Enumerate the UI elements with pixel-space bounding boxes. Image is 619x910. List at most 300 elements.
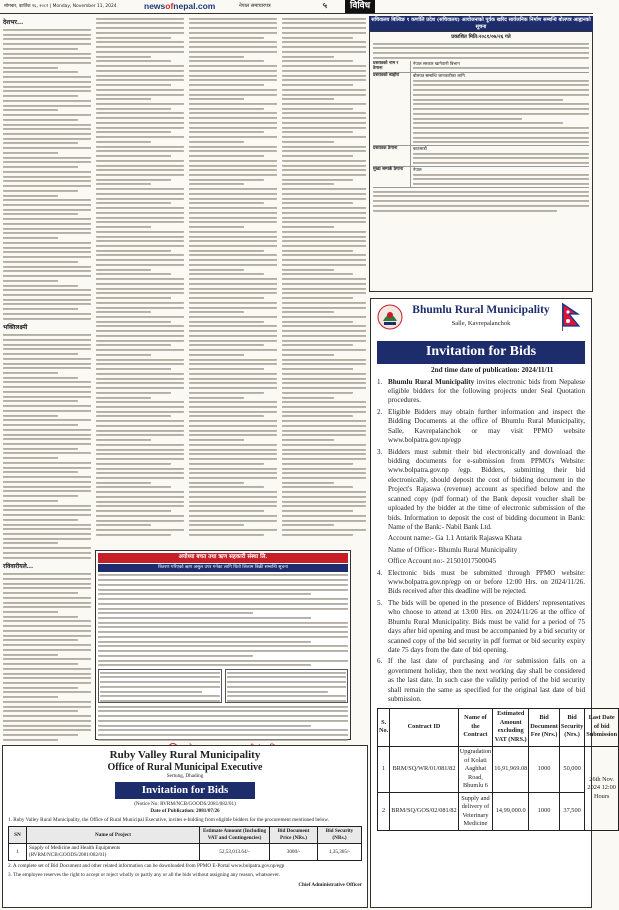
- text-line: [96, 358, 184, 361]
- text-line: [373, 42, 589, 45]
- text-line: [96, 339, 184, 342]
- text-line: [189, 97, 244, 100]
- text-line: [413, 182, 589, 185]
- text-line: [3, 227, 91, 230]
- text-line: [282, 386, 366, 389]
- ad-detail-tables: [98, 669, 348, 703]
- logo-part: nepal.com: [173, 0, 216, 11]
- text-line: [282, 363, 366, 366]
- text-line: [282, 282, 366, 285]
- text-line: [189, 424, 277, 427]
- item-number: [377, 546, 388, 555]
- text-line: [282, 505, 366, 508]
- text-line: [189, 192, 277, 195]
- text-line: [282, 17, 366, 20]
- text-line: [413, 178, 589, 181]
- location: Salle, Kavrepalanchok: [451, 319, 511, 327]
- text-line: [189, 249, 264, 252]
- text-line: [189, 135, 277, 138]
- text-line: [96, 533, 171, 536]
- text-line: [3, 132, 91, 135]
- text-line: [189, 486, 264, 489]
- text-line: [282, 36, 353, 39]
- text-line: [189, 311, 244, 314]
- item-text: Bhumlu Rural Municipality invites electronic bids from Nepalese eligible bidders for the following projects under Seal Quotation procedures.: [388, 377, 586, 405]
- text-line: [3, 643, 91, 646]
- text-line: [3, 236, 58, 239]
- text-line: [3, 456, 58, 459]
- text-line: [3, 170, 91, 173]
- text-line: [282, 277, 366, 280]
- text-line: [96, 472, 184, 475]
- text-line: [189, 79, 277, 82]
- text-line: [96, 419, 184, 422]
- text-line: [98, 597, 348, 600]
- text-line: [413, 98, 563, 101]
- text-line: [413, 93, 589, 96]
- text-line: [96, 206, 184, 209]
- text-line: [96, 79, 184, 82]
- text-line: [189, 225, 244, 228]
- text-line: [227, 685, 347, 688]
- text-line: [96, 221, 184, 224]
- text-line: [413, 173, 589, 176]
- text-line: [189, 145, 277, 148]
- text-line: [3, 362, 91, 365]
- text-line: [189, 240, 277, 243]
- text-line: [189, 462, 264, 465]
- site-logo[interactable]: [144, 1, 239, 12]
- text-line: [3, 695, 58, 698]
- text-line: [3, 52, 91, 55]
- text-line: [3, 203, 91, 206]
- col-header: Bid Security (Nrs.): [559, 708, 584, 746]
- text-line: [3, 71, 78, 74]
- text-line: [3, 385, 91, 388]
- text-line: [3, 348, 91, 351]
- text-line: [3, 184, 91, 187]
- text-line: [282, 353, 334, 356]
- table-row: [378, 793, 619, 831]
- item-number: 3.: [377, 447, 383, 456]
- text-line: [189, 258, 277, 261]
- text-line: [98, 574, 348, 577]
- text-line: [373, 46, 589, 49]
- notice-value: [411, 146, 589, 166]
- text-line: [3, 480, 91, 483]
- text-line: [96, 211, 184, 214]
- text-line: [3, 161, 91, 164]
- text-line: [3, 47, 78, 50]
- text-line: [3, 270, 91, 273]
- text-line: [3, 42, 91, 45]
- item-text: If the last date of purchasing and /or submission falls on a government holiday, then the next working day shall be considered as the last date. In such case the validity period of the bid security shall remain the same as specified for the original last date of bid submission.: [388, 657, 585, 704]
- bhumlu-header: [371, 299, 591, 339]
- text-line: [96, 154, 171, 157]
- text-line: [3, 653, 58, 656]
- text-line: [3, 28, 91, 31]
- text-line: [3, 265, 91, 268]
- text-line: [98, 710, 348, 713]
- text-line: [189, 339, 277, 342]
- text-line: [96, 377, 184, 380]
- text-line: [282, 135, 366, 138]
- text-line: [3, 367, 91, 370]
- text-line: [189, 55, 244, 58]
- text-line: [96, 97, 151, 100]
- ruby-valley-bid-notice: [2, 745, 368, 908]
- text-line: [413, 136, 589, 139]
- text-line: [282, 396, 334, 399]
- text-line: [413, 66, 589, 69]
- text-line: [189, 434, 277, 437]
- text-line: [96, 145, 184, 148]
- text-line: [189, 457, 277, 460]
- text-line: [282, 183, 334, 186]
- text-line: [189, 235, 277, 238]
- text-line: [189, 254, 277, 257]
- instruction-item: [377, 448, 585, 533]
- page-header: [0, 0, 593, 14]
- text-line: [189, 509, 264, 512]
- text-line: [96, 505, 184, 508]
- notice-value-text: काठमाडौं: [413, 146, 427, 152]
- column-heading: रविवारीयले...: [3, 563, 34, 571]
- notice-value: [411, 73, 589, 145]
- text-line: [3, 648, 91, 651]
- text-line: [282, 74, 366, 77]
- text-line: [96, 287, 184, 290]
- text-line: [98, 714, 348, 717]
- text-line: [189, 396, 244, 399]
- text-line: [96, 17, 184, 20]
- text-line: [189, 60, 264, 63]
- text-line: [282, 112, 366, 115]
- note-text: 3. The employee reserves the right to accept or reject wholly or partly any or all the bids without assigning any reason, whatsoever.: [8, 872, 281, 879]
- text-line: [98, 733, 348, 736]
- text-line: [282, 60, 353, 63]
- office-name: Office of Rural Municipal Executive: [107, 761, 263, 773]
- text-line: [282, 462, 353, 465]
- body-text: [282, 17, 366, 536]
- publication-date: 2nd time date of publication: 2024/11/11: [431, 365, 554, 374]
- text-line: [3, 624, 91, 627]
- text-line: [282, 258, 366, 261]
- text-line: [3, 634, 91, 637]
- contract-table: [377, 708, 619, 832]
- text-line: [189, 183, 244, 186]
- text-line: [189, 31, 277, 34]
- item-text: Account name:- Ga 1.1 Antarik Rajaswa Khata: [388, 534, 522, 543]
- text-line: [3, 423, 78, 426]
- text-line: [3, 395, 91, 398]
- text-line: [413, 131, 589, 134]
- text-line: [282, 315, 366, 318]
- text-line: [3, 180, 91, 183]
- text-line: [189, 45, 277, 48]
- text-line: [189, 22, 277, 25]
- text-line: [3, 504, 91, 507]
- tender-notice-box: [369, 31, 593, 292]
- item-number: 5.: [377, 598, 383, 607]
- text-line: [96, 325, 184, 328]
- text-line: [3, 61, 91, 64]
- text-line: [189, 467, 277, 470]
- item-number: [377, 557, 388, 566]
- text-line: [282, 22, 366, 25]
- text-line: [96, 159, 184, 162]
- logo-part: news: [144, 0, 166, 11]
- item-number: 4.: [377, 568, 383, 577]
- col-header: Estimate Amount (Including VAT and Contingencies): [200, 827, 270, 844]
- text-line: [96, 135, 184, 138]
- item-number: 6.: [377, 657, 383, 666]
- text-line: [3, 658, 91, 661]
- text-line: [189, 216, 277, 219]
- text-line: [3, 99, 91, 102]
- text-line: [282, 434, 366, 437]
- text-line: [282, 301, 366, 304]
- text-line: [3, 293, 91, 296]
- col-header: Contract ID: [390, 708, 458, 746]
- cell-security: 37,500: [559, 793, 584, 831]
- text-line: [3, 714, 91, 717]
- text-line: [3, 123, 91, 126]
- text-line: [282, 514, 366, 517]
- notice-row: [373, 73, 589, 146]
- table-row: [378, 746, 619, 793]
- text-line: [189, 221, 277, 224]
- text-line: [3, 232, 91, 235]
- cell-security: 50,000: [559, 746, 584, 793]
- text-line: [3, 137, 91, 140]
- text-line: [96, 282, 184, 285]
- text-line: [98, 588, 348, 591]
- text-line: [98, 630, 348, 633]
- col-header: Bid Document Fee (Nrs.): [529, 708, 560, 746]
- bhumlu-bid-notice: [370, 298, 618, 908]
- text-line: [282, 154, 353, 157]
- text-line: [282, 524, 334, 527]
- text-line: [3, 691, 91, 694]
- text-line: [189, 358, 277, 361]
- text-line: [189, 519, 277, 522]
- text-line: [98, 621, 348, 624]
- text-line: [3, 38, 91, 41]
- bid-instructions: [371, 378, 591, 705]
- text-line: [413, 152, 589, 155]
- text-line: [282, 495, 366, 498]
- text-line: [96, 131, 171, 134]
- text-line: [3, 307, 78, 310]
- text-line: [96, 457, 184, 460]
- text-line: [189, 150, 277, 153]
- text-line: [96, 443, 184, 446]
- text-line: [96, 415, 171, 418]
- text-line: [96, 429, 184, 432]
- col-header: Last Date of bid Submission: [585, 708, 619, 746]
- text-line: [98, 583, 348, 586]
- text-line: [96, 230, 184, 233]
- text-line: [3, 175, 91, 178]
- body-text: [3, 572, 91, 741]
- instruction-item: [377, 657, 585, 704]
- text-line: [3, 404, 91, 407]
- text-line: [96, 315, 184, 318]
- text-line: [282, 509, 353, 512]
- text-line: [3, 80, 91, 83]
- body-text: [96, 17, 184, 536]
- text-line: [189, 244, 277, 247]
- text-line: [3, 284, 78, 287]
- text-line: [189, 400, 277, 403]
- text-line: [189, 88, 277, 91]
- text-line: [282, 55, 334, 58]
- text-line: [96, 74, 184, 77]
- text-line: [100, 685, 220, 688]
- item-number: 2.: [377, 407, 383, 416]
- cell-contract-name: Upgradation of Kolati Aaghhat Road, Bhumlu 6: [458, 746, 492, 793]
- instruction-item: [377, 408, 585, 446]
- nepal-flag-icon: [561, 303, 581, 331]
- text-line: [96, 410, 184, 413]
- text-line: [282, 339, 366, 342]
- text-line: [227, 676, 347, 679]
- text-line: [282, 490, 366, 493]
- text-line: [3, 246, 91, 249]
- text-line: [98, 705, 348, 708]
- body-text: [373, 190, 589, 212]
- text-line: [96, 225, 151, 228]
- text-line: [189, 306, 277, 309]
- text-line: [282, 419, 366, 422]
- text-line: [282, 249, 353, 252]
- text-line: [282, 377, 366, 380]
- text-line: [189, 419, 277, 422]
- text-line: [98, 578, 348, 581]
- text-line: [98, 626, 348, 629]
- instruction-item: [377, 569, 585, 597]
- text-line: [189, 140, 244, 143]
- cell-last-date: 26th Nov. 2024 12:00 Hours: [585, 746, 619, 831]
- text-column-1: [3, 17, 91, 742]
- text-line: [96, 528, 184, 531]
- text-line: [98, 724, 311, 727]
- text-column-2: [96, 17, 184, 547]
- instruction-item: [377, 534, 585, 543]
- text-line: [3, 518, 78, 521]
- text-column-4: [282, 17, 366, 547]
- notice-value-text: नेपाल: [413, 167, 422, 173]
- text-line: [96, 150, 184, 153]
- text-line: [3, 466, 91, 469]
- cell-sn: 1: [9, 844, 27, 861]
- text-line: [3, 66, 58, 69]
- text-line: [282, 467, 366, 470]
- text-line: [3, 596, 91, 599]
- notice-date: प्रकाशित मिति:२०८१/०७/२६ गते: [451, 34, 511, 40]
- text-line: [96, 192, 184, 195]
- text-line: [189, 197, 277, 200]
- cell-fee: 1000: [529, 793, 560, 831]
- text-line: [96, 83, 171, 86]
- text-column-3: [189, 17, 277, 547]
- text-line: [282, 311, 334, 314]
- text-line: [96, 273, 171, 276]
- text-line: [3, 199, 91, 202]
- cell-project: Supply of Medicine and Health Equipments (RVRM/NCB/GOODS/2081/082/01): [27, 844, 200, 861]
- col-header: Bid Security (NRs.): [318, 827, 362, 844]
- text-line: [413, 161, 589, 164]
- text-line: [189, 500, 277, 503]
- text-line: [96, 509, 171, 512]
- text-line: [3, 208, 91, 211]
- text-line: [3, 371, 58, 374]
- text-line: [282, 126, 366, 129]
- text-line: [189, 453, 277, 456]
- text-line: [282, 150, 366, 153]
- text-line: [373, 204, 589, 207]
- text-line: [96, 187, 184, 190]
- text-line: [282, 472, 366, 475]
- text-line: [282, 292, 366, 295]
- text-line: [3, 312, 91, 315]
- text-line: [189, 164, 277, 167]
- text-line: [189, 282, 277, 285]
- text-line: [96, 334, 184, 337]
- text-line: [96, 36, 171, 39]
- text-line: [96, 405, 184, 408]
- text-line: [96, 178, 171, 181]
- text-line: [96, 524, 151, 527]
- col-header: Name of the Contract: [458, 708, 492, 746]
- text-line: [282, 187, 366, 190]
- text-line: [96, 126, 184, 129]
- text-line: [282, 405, 366, 408]
- text-line: [3, 672, 91, 675]
- text-line: [96, 169, 184, 172]
- text-line: [282, 107, 353, 110]
- text-line: [282, 448, 366, 451]
- text-line: [96, 438, 151, 441]
- instruction-item: [377, 546, 585, 555]
- text-line: [3, 686, 78, 689]
- text-line: [3, 213, 78, 216]
- text-line: [282, 202, 353, 205]
- text-line: [3, 710, 78, 713]
- text-line: [282, 164, 366, 167]
- cell-sn: 1: [378, 746, 390, 793]
- text-line: [189, 273, 264, 276]
- text-line: [96, 164, 184, 167]
- text-line: [3, 620, 91, 623]
- text-line: [96, 93, 184, 96]
- cell-doc-price: 3000/-: [270, 844, 318, 861]
- text-line: [189, 93, 277, 96]
- text-line: [3, 546, 91, 549]
- text-line: [96, 60, 171, 63]
- logo-part: of: [165, 0, 174, 11]
- text-line: [96, 140, 151, 143]
- publication-date: Date of Publication: 2081/07/26: [150, 808, 220, 815]
- text-line: [96, 453, 184, 456]
- text-line: [3, 667, 91, 670]
- municipality-name: Bhumlu Rural Municipality: [412, 304, 550, 316]
- text-line: [3, 151, 58, 154]
- text-line: [227, 695, 347, 698]
- text-line: [98, 640, 311, 643]
- text-line: [189, 443, 277, 446]
